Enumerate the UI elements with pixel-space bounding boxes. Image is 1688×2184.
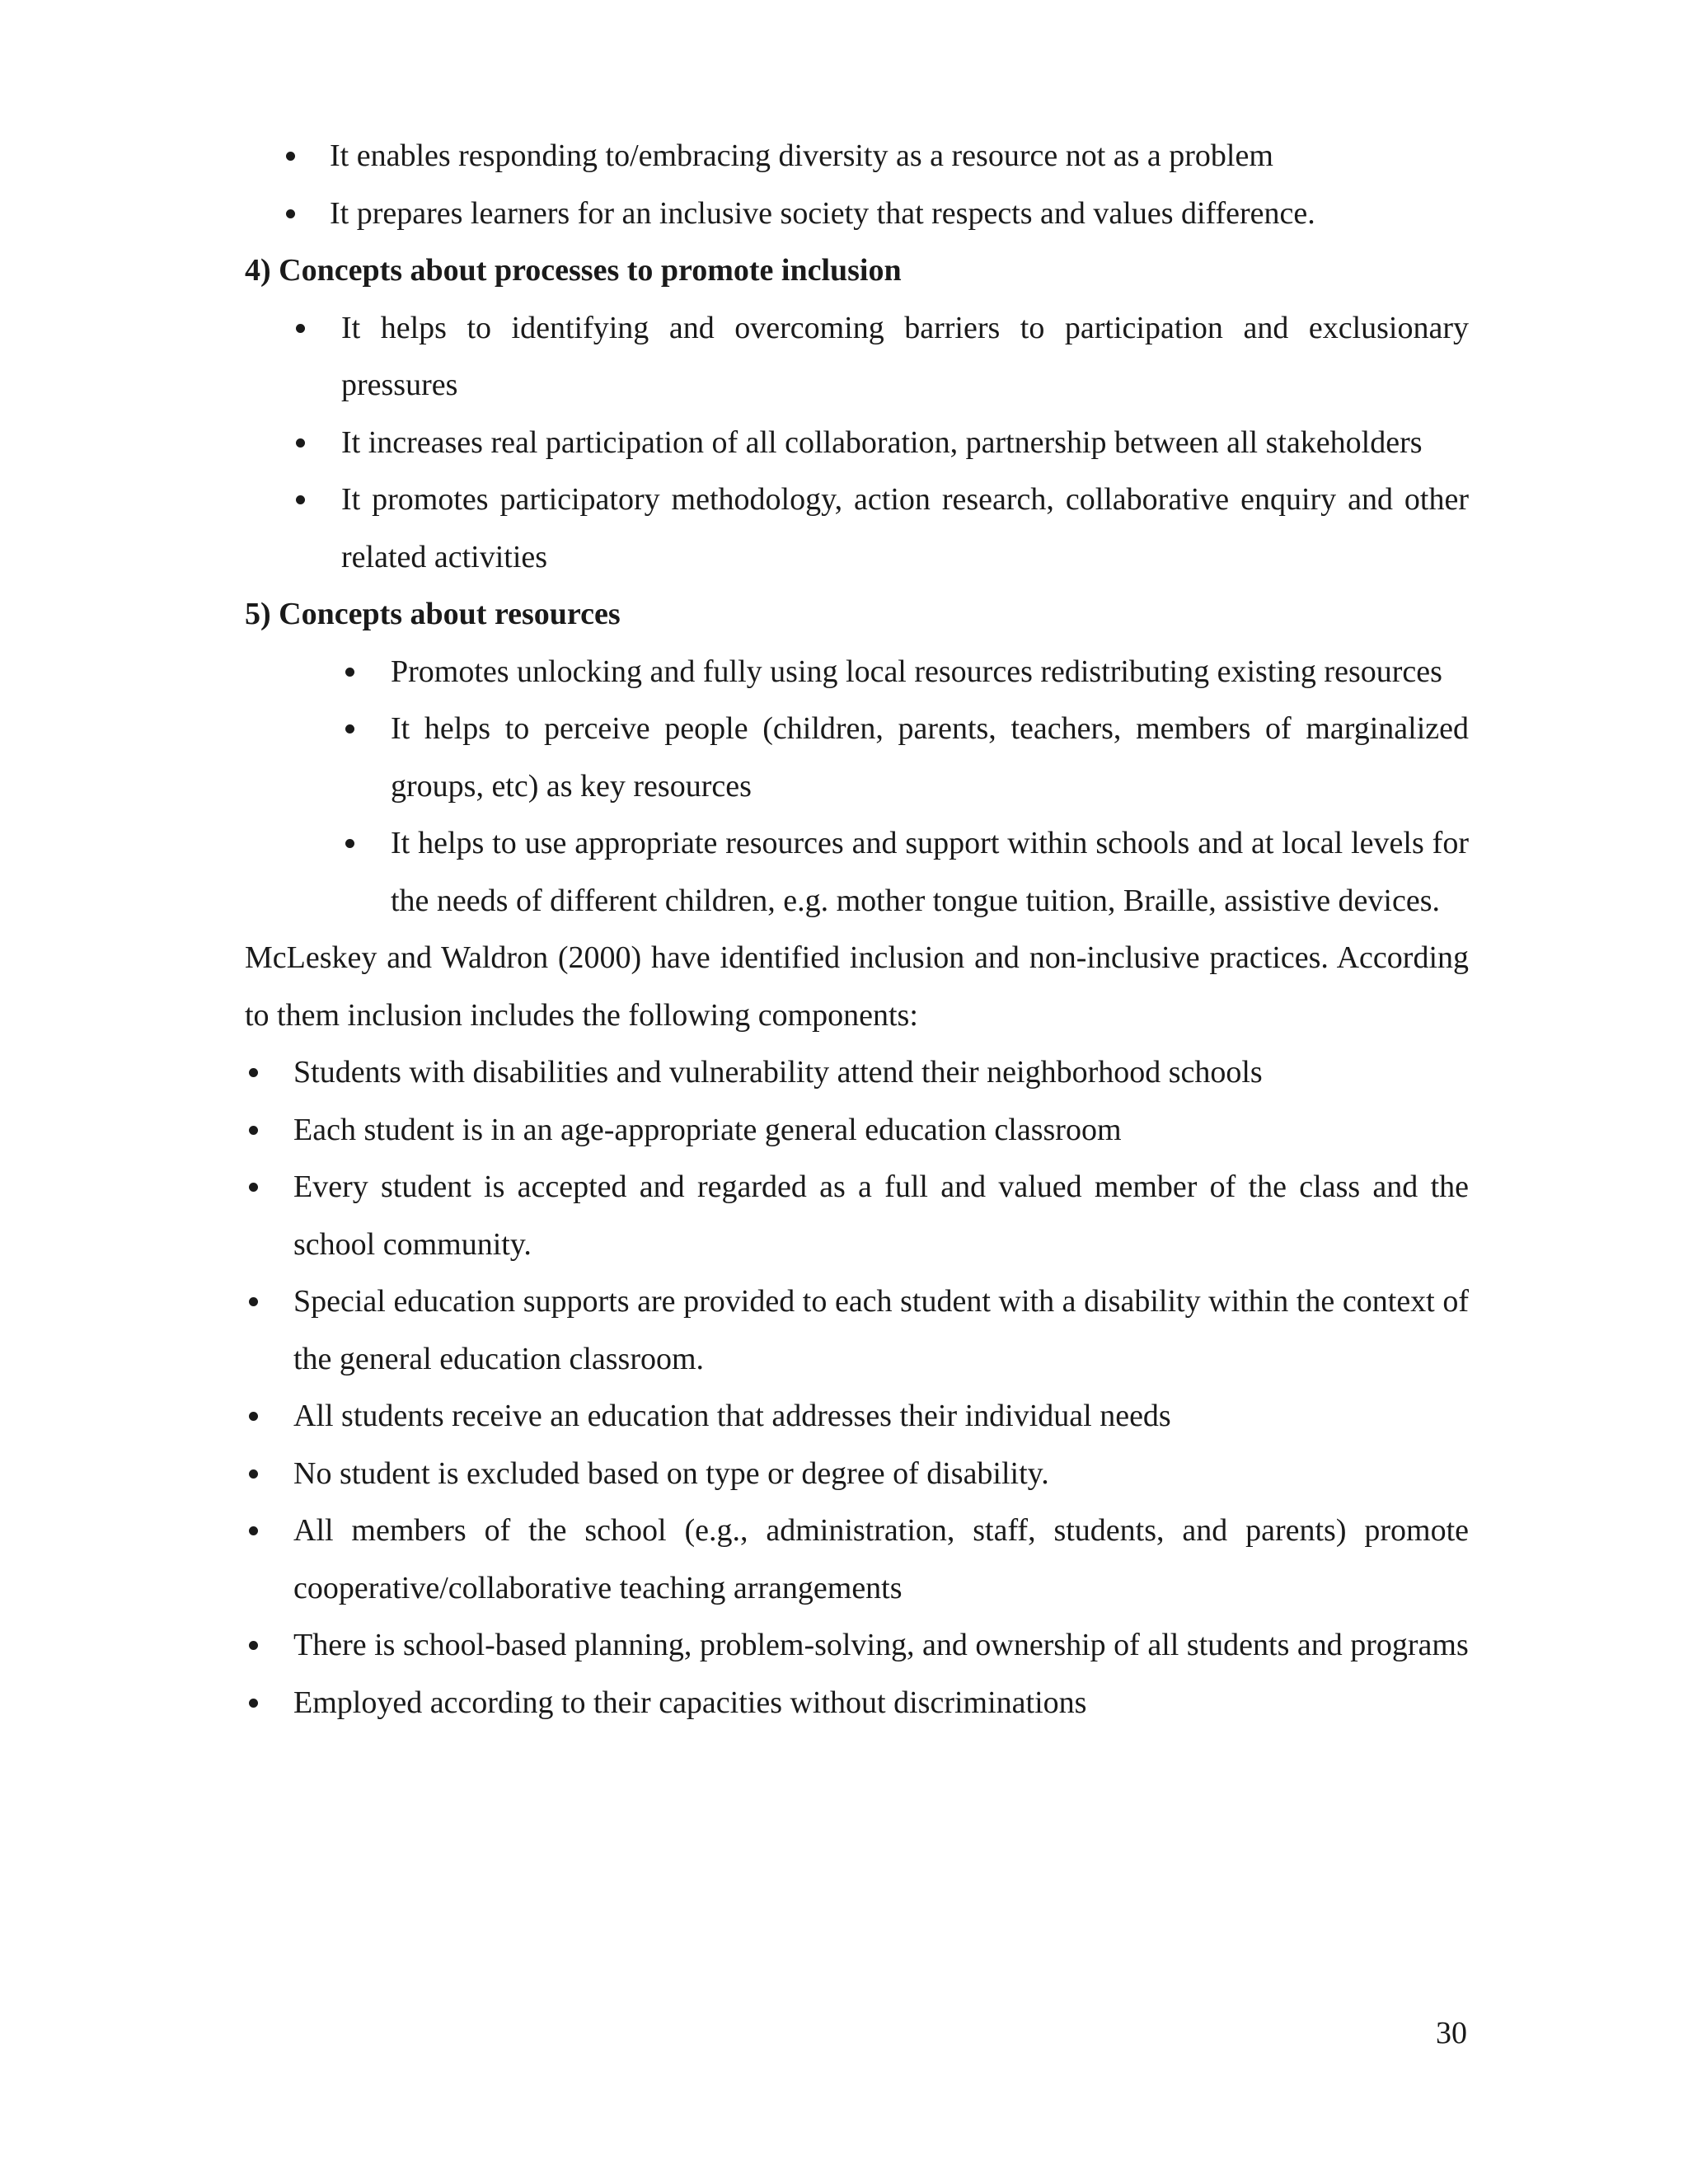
list-item: All members of the school (e.g., administration, staff, students, and parents) promote cooperative/collaborative teaching arrangements xyxy=(245,1502,1469,1617)
list-item: Employed according to their capacities without discriminations xyxy=(245,1675,1469,1732)
list-item: Every student is accepted and regarded as a full and valued member of the class and the school community. xyxy=(245,1159,1469,1273)
list-item: Students with disabilities and vulnerability attend their neighborhood schools xyxy=(245,1044,1469,1102)
page-content xyxy=(245,128,1469,1732)
list-item: It enables responding to/embracing diversity as a resource not as a problem xyxy=(245,128,1469,185)
components-bullet-list xyxy=(245,1044,1469,1732)
intro-bullet-list xyxy=(245,128,1469,242)
list-item: It prepares learners for an inclusive society that respects and values difference. xyxy=(245,185,1469,243)
section-heading-resources: 5) Concepts about resources xyxy=(245,597,621,631)
list-item: It increases real participation of all collaboration, partnership between all stakeholders xyxy=(245,415,1469,472)
list-item: There is school-based planning, problem-solving, and ownership of all students and programs xyxy=(245,1617,1469,1675)
list-item: Promotes unlocking and fully using local resources redistributing existing resources xyxy=(245,644,1469,701)
list-item: Special education supports are provided to each student with a disability within the context of the general education classroom. xyxy=(245,1273,1469,1388)
list-item: Each student is in an age-appropriate general education classroom xyxy=(245,1102,1469,1160)
list-item: It promotes participatory methodology, action research, collaborative enquiry and other related activities xyxy=(245,471,1469,586)
list-item: No student is excluded based on type or degree of disability. xyxy=(245,1446,1469,1503)
resources-bullet-list xyxy=(245,644,1469,930)
body-paragraph: McLeskey and Waldron (2000) have identified inclusion and non-inclusive practices. According to them inclusion includes the following components: xyxy=(245,940,1469,1033)
list-item: It helps to identifying and overcoming barriers to participation and exclusionary pressures xyxy=(245,300,1469,415)
section-heading-processes: 4) Concepts about processes to promote inclusion xyxy=(245,253,902,288)
list-item: It helps to use appropriate resources and support within schools and at local levels for the needs of different children, e.g. mother tongue tuition, Braille, assistive devices. xyxy=(245,815,1469,930)
page-number: 30 xyxy=(1436,2016,1467,2050)
processes-bullet-list xyxy=(245,300,1469,587)
list-item: All students receive an education that addresses their individual needs xyxy=(245,1388,1469,1446)
list-item: It helps to perceive people (children, parents, teachers, members of marginalized groups, etc) as key resources xyxy=(245,701,1469,815)
